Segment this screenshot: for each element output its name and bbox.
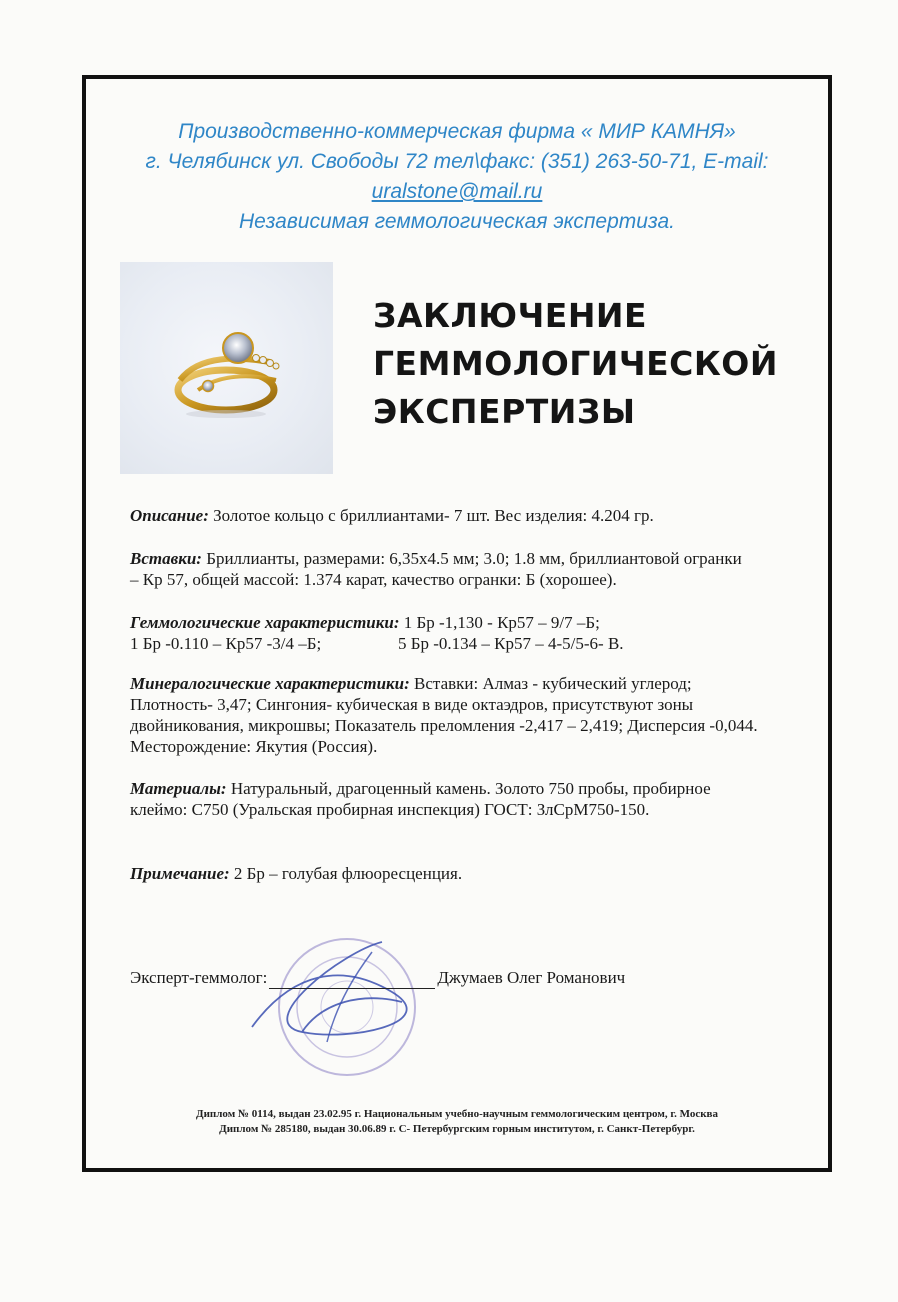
document-title xyxy=(373,292,778,436)
header-line-address: г. Челябинск ул. Свободы 72 тел\факс: (351) 263-50-71, E-mail: xyxy=(145,150,769,173)
materials-section xyxy=(130,778,830,820)
expert-name: Джумаев Олег Романович xyxy=(437,968,626,987)
inserts-section xyxy=(130,548,830,590)
gold-ring-image xyxy=(120,262,333,474)
description-text: Золотое кольцо с бриллиантами- 7 шт. Вес изделия: 4.204 гр. xyxy=(208,506,654,525)
mineralogical-line-4: Месторождение: Якутия (Россия). xyxy=(130,737,378,756)
gemological-line-2b: 5 Бр -0.134 – Кр57 – 4-5/5-6- В. xyxy=(398,634,624,653)
description-label: Описание: xyxy=(130,506,209,525)
inserts-label: Вставки: xyxy=(130,549,202,568)
materials-line-2: клеймо: С750 (Уральская пробирная инспекция) ГОСТ: ЗлСрМ750-150. xyxy=(130,800,650,819)
mineralogical-section xyxy=(130,673,830,757)
mineralogical-line-3: двойникования, микрошвы; Показатель преломления -2,417 – 2,419; Дисперсия -0,044. xyxy=(130,716,758,735)
gemological-label: Геммологические характеристики: xyxy=(130,613,400,632)
company-header xyxy=(82,117,832,237)
gemological-line-2a: 1 Бр -0.110 – Кр57 -3/4 –Б; xyxy=(130,634,322,653)
materials-line-1: Натуральный, драгоценный камень. Золото 750 пробы, пробирное xyxy=(226,779,711,798)
note-label: Примечание: xyxy=(130,864,230,883)
gemological-section xyxy=(130,612,830,654)
mineralogical-label: Минералогические характеристики: xyxy=(130,674,410,693)
materials-label: Материалы: xyxy=(130,779,227,798)
note-text: 2 Бр – голубая флюоресценция. xyxy=(229,864,463,883)
inserts-line-1: Бриллианты, размерами: 6,35х4.5 мм; 3.0; 1.8 мм, бриллиантовой огранки xyxy=(201,549,742,568)
mineralogical-line-2: Плотность- 3,47; Сингония- кубическая в виде октаэдров, присутствуют зоны xyxy=(130,695,694,714)
inserts-line-2: – Кр 57, общей массой: 1.374 карат, качество огранки: Б (хорошее). xyxy=(130,570,617,589)
gemological-line-1: 1 Бр -1,130 - Кр57 – 9/7 –Б; xyxy=(399,613,600,632)
header-email-link[interactable]: uralstone@mail.ru xyxy=(371,180,543,203)
footer-diploma-2: Диплом № 285180, выдан 30.06.89 г. С- Петербургским горным институтом, г. Санкт-Петербург. xyxy=(219,1123,695,1135)
signature-underline xyxy=(269,970,435,989)
round-seal-and-signature xyxy=(232,932,462,1082)
footer-diploma-1: Диплом № 0114, выдан 23.02.95 г. Национальным учебно-научным геммологическим центром, г. Москва xyxy=(196,1108,718,1120)
mineralogical-line-1: Вставки: Алмаз - кубический углерод; xyxy=(409,674,692,693)
title-line-1: ЗАКЛЮЧЕНИЕ xyxy=(373,296,648,335)
diploma-footer xyxy=(82,1107,832,1137)
expert-label: Эксперт-геммолог: xyxy=(130,968,268,987)
header-line-expertise: Независимая геммологическая экспертиза. xyxy=(239,210,675,233)
description-section xyxy=(130,505,830,526)
title-line-3: ЭКСПЕРТИЗЫ xyxy=(373,392,636,431)
header-line-company: Производственно-коммерческая фирма « МИР КАМНЯ» xyxy=(178,120,736,143)
title-line-2: ГЕММОЛОГИЧЕСКОЙ xyxy=(373,344,778,383)
note-section xyxy=(130,863,830,884)
expert-signature-line xyxy=(130,967,810,989)
ring-photo xyxy=(120,262,333,474)
